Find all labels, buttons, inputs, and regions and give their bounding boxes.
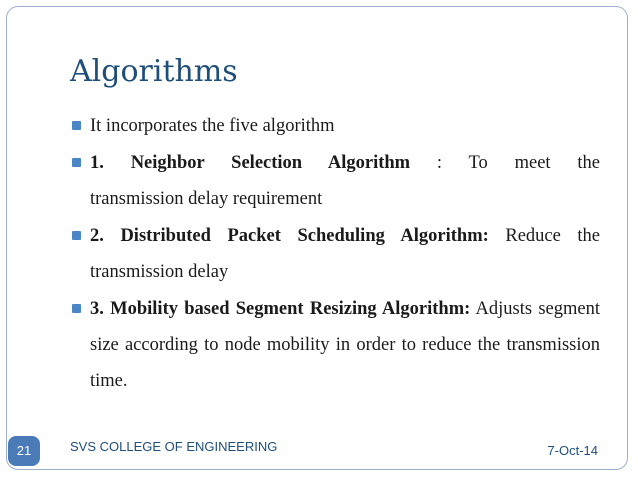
bullet-bold-text: 2. Distributed Packet Scheduling Algorithm: xyxy=(90,226,489,246)
square-bullet-icon xyxy=(72,121,81,130)
square-bullet-icon xyxy=(72,158,81,167)
bullet-text-continued: transmission delay requirement xyxy=(90,189,323,209)
bullet-item-4 xyxy=(70,291,600,399)
slide-title: Algorithms xyxy=(70,54,238,89)
bullet-text: It incorporates the five algorithm xyxy=(90,116,335,136)
slide-number-badge: 21 xyxy=(8,436,40,466)
bullet-text: : To meet the xyxy=(410,153,600,173)
footer-organization: SVS COLLEGE OF ENGINEERING xyxy=(70,439,278,454)
bullet-item-2 xyxy=(70,145,600,217)
bullet-list xyxy=(70,108,600,400)
bullet-text: Adjusts segment size according to node mobility in order to reduce the transmission time. xyxy=(90,299,600,391)
bullet-bold-text: 3. Mobility based Segment Resizing Algorithm: xyxy=(90,299,471,319)
bullet-bold-text: 1. Neighbor Selection Algorithm xyxy=(90,153,411,173)
bullet-line xyxy=(90,145,600,181)
bullet-item-3 xyxy=(70,218,600,290)
footer-date: 7-Oct-14 xyxy=(547,443,598,458)
bullet-item-1 xyxy=(70,108,600,144)
square-bullet-icon xyxy=(72,231,81,240)
square-bullet-icon xyxy=(72,304,81,313)
bullet-text: Reduce the transmission delay xyxy=(90,226,600,282)
